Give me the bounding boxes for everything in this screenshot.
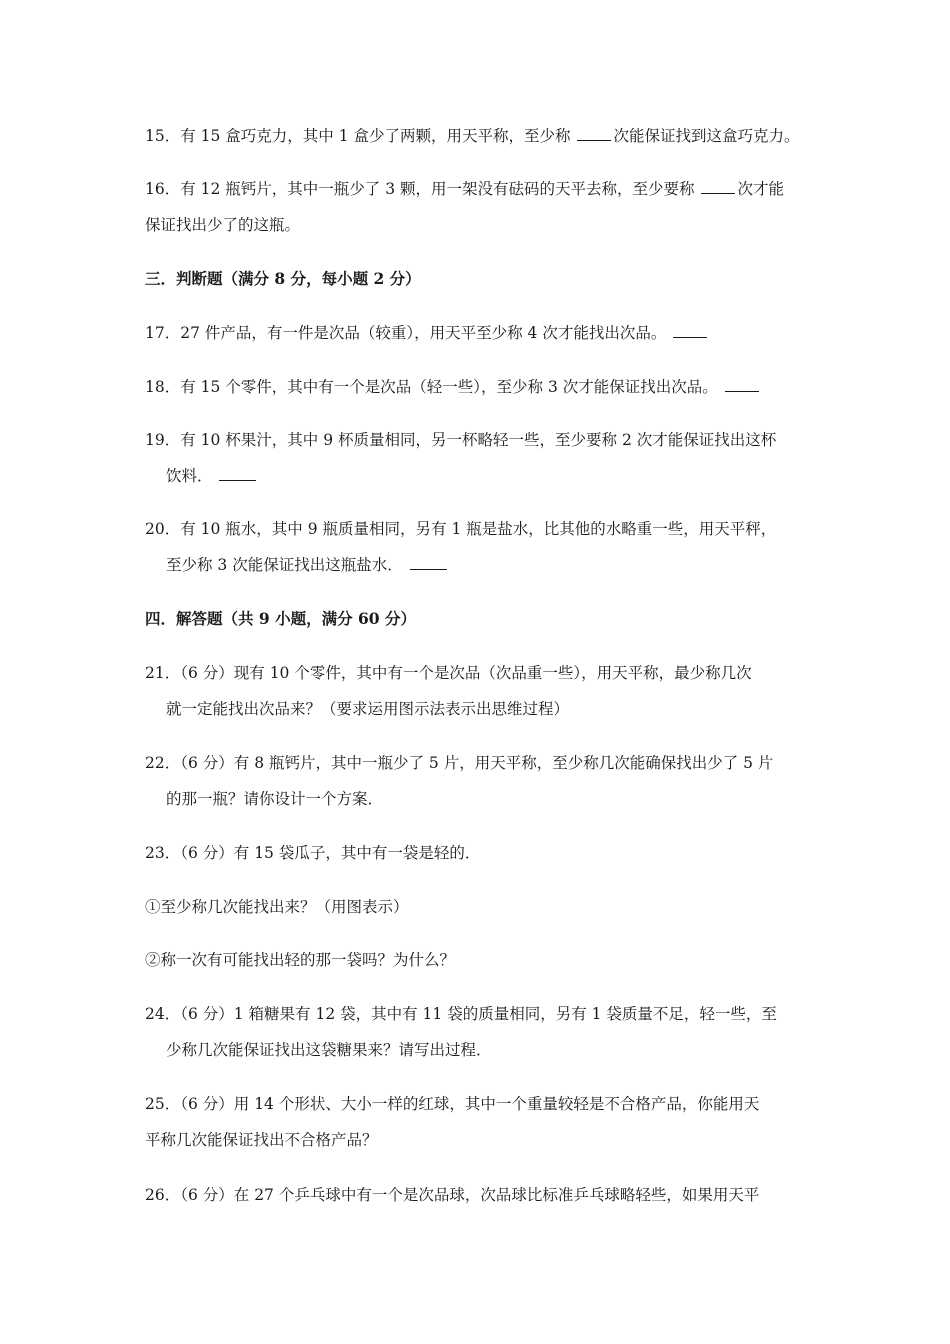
question-23-part-2: ②称一次有可能找出轻的那一袋吗？为什么？ [145, 951, 456, 969]
question-22: 22．（6 分）有 8 瓶钙片，其中一瓶少了 5 片，用天平称，至少称几次能确保找出少了 5 片 [145, 754, 774, 772]
question-25: 25．（6 分）用 14 个形状、大小一样的红球，其中一个重量较轻是不合格产品，你能用天 [145, 1095, 760, 1113]
question-18-text: 18．有 15 个零件，其中有一个是次品（轻一些），至少称 3 次才能保证找出次品。 [145, 378, 723, 396]
answer-blank[interactable] [410, 554, 447, 570]
answer-blank[interactable] [673, 322, 707, 338]
answer-blank[interactable] [725, 376, 759, 392]
section-3-title: 三．判断题（满分 8 分，每小题 2 分） [145, 269, 421, 288]
question-26: 26．（6 分）在 27 个乒乓球中有一个是次品球，次品球比标准乒乓球略轻些，如果用天平 [145, 1186, 760, 1204]
question-18 [145, 376, 761, 398]
question-19: 19．有 10 杯果汁，其中 9 杯质量相同，另一杯略轻一些，至少要称 2 次才能保证找出这杯 [145, 431, 777, 449]
question-17 [145, 322, 709, 344]
question-23: 23．（6 分）有 15 袋瓜子，其中有一袋是轻的． [145, 844, 481, 862]
section-4-title: 四．解答题（共 9 小题，满分 60 分） [145, 609, 416, 628]
answer-blank[interactable] [219, 465, 256, 481]
question-21: 21．（6 分）现有 10 个零件，其中有一个是次品（次品重一些），用天平称，最少称几次 [145, 664, 752, 682]
question-15-text-end: 次能保证找到这盒巧克力。 [613, 127, 800, 145]
question-15-text: 15．有 15 盒巧克力，其中 1 盒少了两颗，用天平称，至少称 [145, 127, 576, 145]
question-23-part-1: ①至少称几次能找出来？（用图表示） [145, 898, 409, 916]
question-20-line-2 [166, 554, 449, 576]
question-19-line-2 [166, 465, 258, 487]
question-24: 24．（6 分）1 箱糖果有 12 袋，其中有 11 袋的质量相同，另有 1 袋质量不足，轻一些，至 [145, 1005, 777, 1023]
question-22-line-2: 的那一瓶？请你设计一个方案． [166, 790, 384, 808]
question-16-text-mid: 次才能 [737, 180, 784, 198]
question-19-text-end: 饮料． [166, 467, 218, 485]
question-17-text: 17．27 件产品，有一件是次品（较重），用天平至少称 4 次才能找出次品。 [145, 324, 672, 342]
question-15 [145, 125, 799, 147]
question-16 [145, 178, 784, 200]
answer-blank[interactable] [701, 178, 735, 194]
question-16-text: 16．有 12 瓶钙片，其中一瓶少了 3 颗，用一架没有砝码的天平去称，至少要称 [145, 180, 700, 198]
question-16-line-2: 保证找出少了的这瓶。 [145, 216, 301, 234]
question-21-line-2: 就一定能找出次品来？（要求运用图示法表示出思维过程） [166, 700, 570, 718]
question-25-line-2: 平称几次能保证找出不合格产品？ [145, 1131, 378, 1149]
answer-blank[interactable] [577, 125, 611, 141]
question-20-text-end: 至少称 3 次能保证找出这瓶盐水． [166, 556, 408, 574]
question-20: 20．有 10 瓶水，其中 9 瓶质量相同，另有 1 瓶是盐水，比其他的水略重一些，用天平秤， [145, 520, 777, 538]
question-24-line-2: 少称几次能保证找出这袋糖果来？请写出过程． [166, 1041, 492, 1059]
